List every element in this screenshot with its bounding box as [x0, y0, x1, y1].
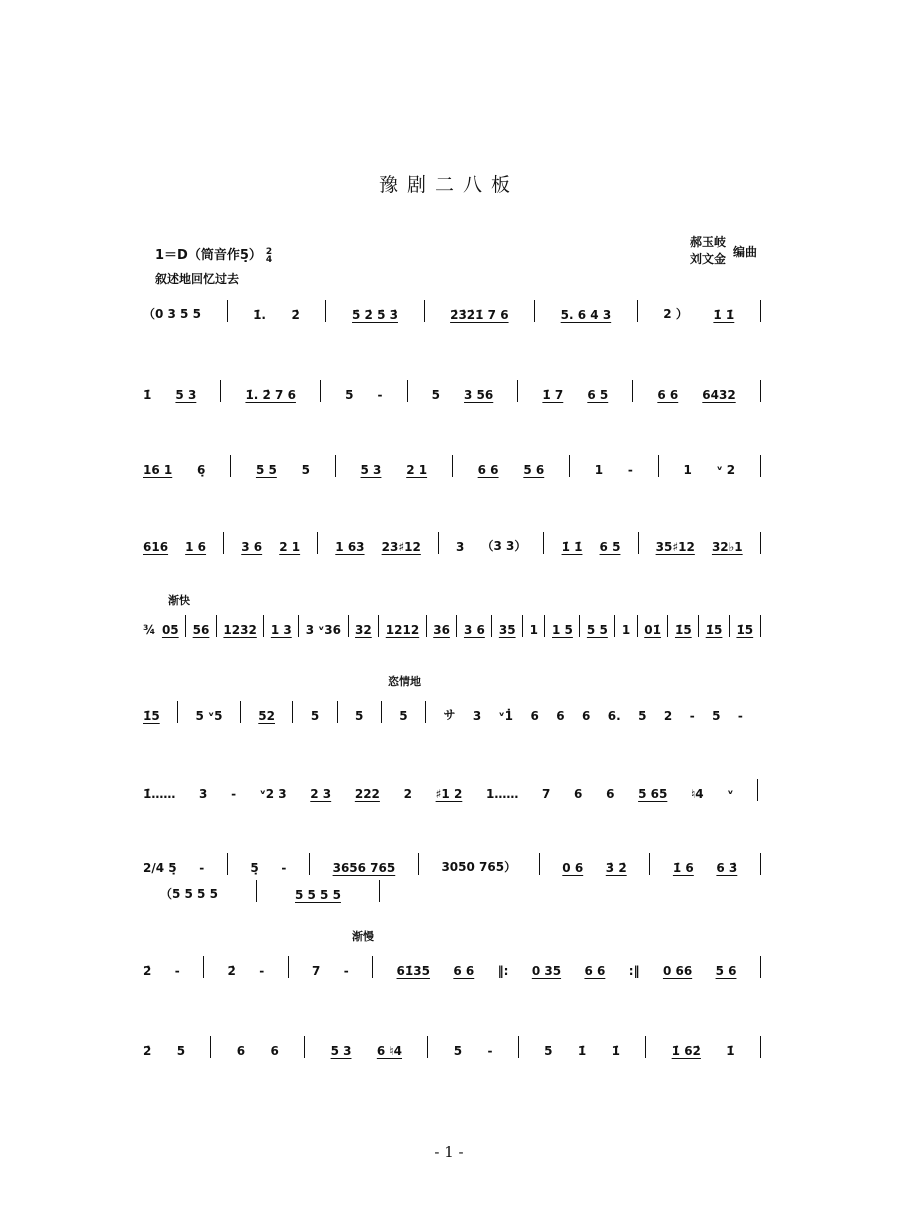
- note-group: ᵛ1̇: [498, 709, 514, 723]
- note-group: 2̇: [227, 964, 236, 978]
- note-group: 616: [143, 540, 169, 554]
- note-group: 6 6: [453, 964, 475, 978]
- barline: [452, 455, 453, 477]
- note-group: 5: [399, 709, 408, 723]
- barline: [425, 701, 426, 723]
- barline: [544, 615, 545, 637]
- note-group: 2̇3̇2̇1̇ 7 6: [450, 308, 509, 322]
- barline: [288, 956, 289, 978]
- note-group: 3 ᵛ36: [305, 623, 342, 637]
- barline: [667, 615, 668, 637]
- barline: [638, 532, 639, 554]
- note-group: 6: [530, 709, 539, 723]
- note-group: 5. 6 4 3: [560, 308, 612, 322]
- note-group: ᵛ 2: [716, 463, 736, 477]
- note-group: 222: [354, 787, 380, 801]
- note-group: -: [487, 1044, 493, 1058]
- note-group: 35: [498, 623, 516, 637]
- barline: [309, 853, 310, 875]
- score-line: [143, 701, 743, 723]
- barline: [177, 701, 178, 723]
- note-group: 5 ᵛ5: [195, 709, 223, 723]
- note-group: 1̇. 2̇ 7 6: [245, 388, 296, 402]
- note-group: 1……: [485, 787, 519, 801]
- barline: [381, 701, 382, 723]
- barline: [304, 1036, 305, 1058]
- note-group: 1̇: [577, 1044, 587, 1058]
- score-line: [143, 853, 761, 875]
- barline: [760, 455, 761, 477]
- note-group: 1212: [385, 623, 420, 637]
- barline: [579, 615, 580, 637]
- note-group: 3050 765）: [441, 860, 517, 874]
- note-group: 6 5: [599, 540, 621, 554]
- note-group: 5 3: [175, 388, 197, 402]
- barline: [348, 615, 349, 637]
- barline: [518, 1036, 519, 1058]
- barline: [216, 615, 217, 637]
- score-line: [143, 1036, 761, 1058]
- barline: [522, 615, 523, 637]
- barline: [698, 615, 699, 637]
- note-group: （3 3）: [481, 539, 527, 553]
- barline: [220, 380, 221, 402]
- note-group: 5: [453, 1044, 463, 1058]
- note-group: 32♭1: [711, 540, 743, 554]
- note-group: 1̇……: [143, 787, 176, 801]
- note-group: -: [231, 787, 237, 801]
- barline: [223, 532, 224, 554]
- note-group: 5: [712, 709, 721, 723]
- note-group: 5 65: [638, 787, 668, 801]
- note-group: -: [377, 388, 383, 402]
- note-group: ‖:: [497, 964, 509, 978]
- barline: [298, 615, 299, 637]
- note-group: ¾: [143, 623, 156, 637]
- note-group: 7: [542, 787, 551, 801]
- tempo-passionate: 恣情地: [388, 675, 421, 688]
- barline: [760, 853, 761, 875]
- barline: [637, 300, 638, 322]
- barline: [317, 532, 318, 554]
- note-group: 6: [574, 787, 583, 801]
- note-group: 6.: [607, 709, 621, 723]
- time-sig-top: 2: [265, 246, 273, 257]
- note-group: 6: [606, 787, 615, 801]
- note-group: 3: [472, 709, 482, 723]
- note-group: 1̇5: [143, 709, 160, 723]
- note-group: 1̇5: [674, 623, 692, 637]
- note-group: 6: [556, 709, 565, 723]
- barline: [534, 300, 535, 322]
- note-group: 1 6: [185, 540, 207, 554]
- note-group: ♯1 2: [435, 787, 463, 801]
- barline: [760, 532, 761, 554]
- tempo-rit: 渐慢: [352, 930, 374, 943]
- barline: [256, 880, 257, 902]
- note-group: 1̇5: [705, 623, 723, 637]
- note-group: 05: [161, 623, 179, 637]
- note-group: 01̇: [644, 623, 661, 637]
- note-group: -: [343, 964, 349, 978]
- note-group: 5: [301, 463, 310, 477]
- note-group: -: [689, 709, 695, 723]
- score-line: [143, 532, 761, 554]
- note-group: 1̇: [143, 388, 152, 402]
- barline: [760, 956, 761, 978]
- barline: [456, 615, 457, 637]
- tempo-accel: 渐快: [168, 594, 190, 607]
- note-group: 3̇ 2̇: [605, 861, 627, 875]
- barline: [632, 380, 633, 402]
- note-group: -: [737, 709, 743, 723]
- note-group: 1: [529, 623, 538, 637]
- barline: [335, 455, 336, 477]
- note-group: 5 6: [715, 964, 737, 978]
- note-group: 5 6: [523, 463, 545, 477]
- note-group: 3 6: [463, 623, 485, 637]
- composer-role: 编曲: [733, 245, 758, 259]
- barline: [292, 701, 293, 723]
- barline: [407, 380, 408, 402]
- note-group: 1̇.: [253, 308, 266, 322]
- barline: [185, 615, 186, 637]
- barline: [427, 1036, 428, 1058]
- barline: [760, 380, 761, 402]
- note-group: 1 63: [335, 540, 365, 554]
- note-group: 32: [355, 623, 372, 637]
- page-title: 豫剧二八板: [378, 174, 519, 196]
- barline: [729, 615, 730, 637]
- barline: [543, 532, 544, 554]
- barline: [757, 779, 758, 801]
- note-group: 6: [270, 1044, 279, 1058]
- barline: [240, 701, 241, 723]
- note-group: 5: [638, 709, 647, 723]
- time-signature: [266, 248, 272, 264]
- note-group: 61̇35: [396, 964, 430, 978]
- note-group: 3 56: [464, 388, 494, 402]
- note-group: 2: [403, 787, 412, 801]
- note-group: 5 3: [360, 463, 382, 477]
- note-group: 6̣: [197, 463, 206, 477]
- barline: [637, 615, 638, 637]
- note-group: 0 66: [662, 964, 693, 978]
- score-line: [143, 380, 761, 402]
- barline: [263, 615, 264, 637]
- note-group: 1: [683, 463, 692, 477]
- note-group: （0 3 5 5: [143, 307, 201, 321]
- key-text: 1＝D（筒音作5̣）: [155, 248, 262, 263]
- note-group: 1̇: [726, 1044, 735, 1058]
- note-group: 5 5: [586, 623, 608, 637]
- note-group: 6 3̇: [716, 861, 738, 875]
- score-line: [143, 300, 761, 322]
- note-group: 5̇ 2̇ 5̇ 3̇: [352, 308, 398, 322]
- note-group: 2̇: [291, 308, 300, 322]
- note-group: -: [281, 861, 287, 875]
- barline: [378, 615, 379, 637]
- expression-mark: 叙述地回忆过去: [155, 272, 240, 286]
- note-group: 6 6: [584, 964, 606, 978]
- barline: [658, 455, 659, 477]
- note-group: 5: [355, 709, 364, 723]
- barline: [337, 701, 338, 723]
- note-group: 6432: [702, 388, 736, 402]
- note-group: 5 5 5 5: [295, 888, 341, 902]
- barline: [491, 615, 492, 637]
- note-group: 1̇ 1̇: [713, 308, 735, 322]
- note-group: ᵛ: [727, 787, 734, 801]
- key-signature: [155, 244, 272, 264]
- barline: [760, 1036, 761, 1058]
- score-line: [160, 880, 380, 902]
- barline: [379, 880, 380, 902]
- note-group: ♮4: [691, 787, 704, 801]
- note-group: 1: [594, 463, 604, 477]
- barline: [438, 532, 439, 554]
- barline: [614, 615, 615, 637]
- score-line: [143, 956, 761, 978]
- note-group: -: [174, 964, 180, 978]
- note-group: 1̇ 6: [672, 861, 694, 875]
- note-group: 2: [663, 709, 673, 723]
- barline: [517, 380, 518, 402]
- note-group: 0 6: [562, 861, 584, 875]
- barline: [760, 615, 761, 637]
- barline: [227, 300, 228, 322]
- note-group: 1̇ 7: [542, 388, 564, 402]
- score-line: [143, 615, 761, 637]
- note-group: 52: [258, 709, 275, 723]
- barline: [210, 1036, 211, 1058]
- barline: [325, 300, 326, 322]
- barline: [569, 455, 570, 477]
- note-group: 2 ）: [663, 307, 688, 321]
- note-group: 5: [544, 1044, 553, 1058]
- note-group: サ: [443, 708, 456, 722]
- note-group: 3: [199, 787, 208, 801]
- note-group: 3656 765: [332, 861, 396, 875]
- barline: [645, 1036, 646, 1058]
- barline: [426, 615, 427, 637]
- barline: [372, 956, 373, 978]
- barline: [203, 956, 204, 978]
- note-group: -: [199, 861, 205, 875]
- note-group: 2 1: [279, 540, 301, 554]
- composer-name: 郝玉岐: [690, 235, 727, 249]
- note-group: 1232: [223, 623, 257, 637]
- time-sig-bottom: 4: [265, 254, 273, 265]
- note-group: ᵛ2 3: [259, 787, 287, 801]
- note-group: 2 3: [310, 787, 332, 801]
- note-group: 5: [310, 709, 320, 723]
- note-group: 5: [176, 1044, 186, 1058]
- note-group: 3: [456, 540, 465, 554]
- note-group: 16 1: [143, 463, 173, 477]
- note-group: 2 1: [406, 463, 428, 477]
- note-group: 36: [433, 623, 450, 637]
- note-group: 2̇: [143, 964, 152, 978]
- barline: [760, 300, 761, 322]
- composer-credit: [690, 234, 758, 268]
- note-group: 5̣: [250, 861, 259, 875]
- note-group: 0 35: [531, 964, 562, 978]
- note-group: 3 6: [241, 540, 263, 554]
- note-group: 23♯12: [381, 540, 421, 554]
- score-line: [143, 455, 761, 477]
- note-group: 6 5: [587, 388, 609, 402]
- note-group: （5 5 5 5: [160, 887, 218, 901]
- note-group: 1̇5: [736, 623, 754, 637]
- note-group: 7: [312, 964, 321, 978]
- barline: [320, 380, 321, 402]
- note-group: 1̇ 62̇: [671, 1044, 701, 1058]
- note-group: 35♯12: [655, 540, 695, 554]
- note-group: -: [259, 964, 265, 978]
- note-group: 1̇: [611, 1044, 620, 1058]
- note-group: 5 3: [330, 1044, 352, 1058]
- note-group: -: [627, 463, 633, 477]
- note-group: 5 5: [255, 463, 277, 477]
- note-group: :‖: [628, 964, 640, 978]
- note-group: 1 5: [552, 623, 573, 637]
- barline: [424, 300, 425, 322]
- note-group: 6 6: [477, 463, 499, 477]
- note-group: 2/4 5̣: [143, 861, 177, 875]
- note-group: 6 ♮4: [376, 1044, 403, 1058]
- note-group: 56: [192, 623, 210, 637]
- barline: [230, 455, 231, 477]
- score-line: [143, 779, 758, 801]
- note-group: 1 3: [270, 623, 292, 637]
- barline: [418, 853, 419, 875]
- composer-name: 刘文金: [690, 252, 727, 266]
- note-group: 6 6: [657, 388, 679, 402]
- barline: [539, 853, 540, 875]
- note-group: 6: [236, 1044, 246, 1058]
- note-group: 1̇ 1̇: [561, 540, 583, 554]
- barline: [227, 853, 228, 875]
- note-group: 5: [345, 388, 354, 402]
- note-group: 1: [621, 623, 631, 637]
- note-group: 2̇: [143, 1044, 152, 1058]
- note-group: 6: [582, 709, 591, 723]
- page-number: - 1 -: [434, 1143, 464, 1161]
- note-group: 5: [431, 388, 440, 402]
- barline: [649, 853, 650, 875]
